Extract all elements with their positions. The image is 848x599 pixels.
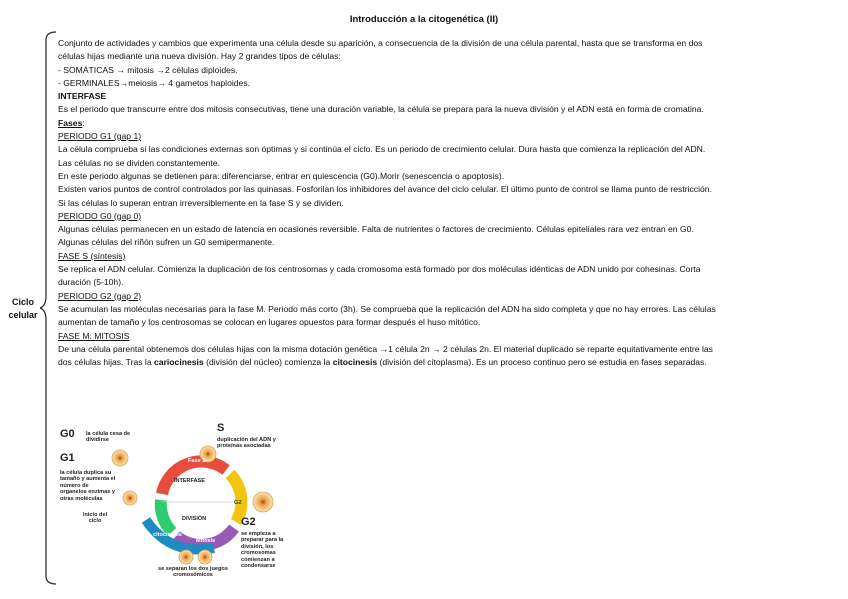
g2-title	[241, 516, 256, 528]
side-label	[6, 296, 40, 322]
fases-row	[58, 117, 842, 130]
fase-s-arrow-label: Fase S	[188, 458, 207, 464]
g0-heading: PERIODO G0 (gap 0)	[58, 210, 142, 221]
g1-line-1: La célula comprueba si las condiciones externas son óptimas y si continúa el ciclo. Es un periodo de crecimiento celular. Dura hasta que comienza la replicación del ADN.	[58, 144, 706, 155]
g2-heading: PERIODO G2 (gap 2)	[58, 290, 142, 301]
g1-arrow-label: G1	[157, 494, 165, 500]
s-label: S	[217, 422, 225, 434]
g0-text: la célula cesa de dividirse	[86, 431, 131, 444]
main-content	[58, 37, 842, 369]
g2-line-2: aumentan de tamaño y los centrosomas se colocan en lugares opuestos para formar después el huso mitótico.	[58, 317, 481, 328]
bottom-text: se separan los dos juegos cromosómicos	[158, 566, 228, 579]
citocinesis-term: citocinesis	[332, 357, 378, 368]
m-line-2	[58, 356, 842, 369]
g1-line-4: Existen varios puntos de control controlados por las quinasas. Fosforilan los inhibidores del avance del ciclo celular. El último punto de control se llama punto de restricción.	[58, 184, 712, 195]
m-heading: FASE M: MITOSIS	[58, 330, 130, 341]
s-text: duplicación del ADN y proteínas asociadas	[217, 437, 276, 450]
side-label-line-2: celular	[8, 310, 38, 320]
interfase-text: Es el periodo que transcurre entre dos mitosis consecutivas, tiene una duración variable, la célula se prepara para la nueva división y el ADN está en forma de cromatina.	[58, 104, 704, 115]
m-line-2-e: (división del citoplasma). Es un proceso continuo pero se estudia en fases separadas.	[377, 357, 707, 368]
g1-label: G1	[60, 452, 75, 464]
g2-label: G2	[241, 516, 256, 528]
curly-brace	[40, 30, 58, 590]
s-line-2: duración (5-10h).	[58, 277, 124, 288]
mitosis-arrow-label: Mitosis	[196, 538, 216, 544]
side-label-line-1: Ciclo	[11, 297, 34, 307]
s-title	[217, 422, 225, 434]
interfase-label: INTERFASE	[174, 478, 205, 484]
g0-label: G0	[60, 428, 75, 440]
fases-label: Fases	[58, 117, 83, 128]
intro-line-2: células hijas mediante una nueva división. Hay 2 grandes tipos de células:	[58, 51, 341, 62]
g2-line-1: Se acumulan las moléculas necesarias para la fase M. Periodo más corto (3h). Se comprueba que la replicación del ADN ha sido completa y que no hay errores. Las células	[58, 303, 716, 314]
g2-arrow-label: G2	[234, 500, 242, 506]
interfase-heading: INTERFASE	[58, 91, 107, 102]
m-line-2-c: (división del núcleo) comienza la	[203, 357, 333, 368]
g1-title	[60, 452, 75, 464]
g1-heading: PERIODO G1 (gap 1)	[58, 131, 142, 142]
intro-line-1: Conjunto de actividades y cambios que experimenta una célula desde su aparición, a consecuencia de la división de una célula parental, hasta que se transforma en dos	[58, 38, 703, 48]
g1-line-3: En este periodo algunas se detienen para: diferenciarse, entrar en quiescencia (G0).Morir (senescencia o apoptosis).	[58, 170, 505, 181]
g0-line-1: Algunas células permanecen en un estado de latencia en ocasiones reversible. Falta de nutrientes o factores de crecimiento. Células epiteliales rara vez entran en G0.	[58, 224, 694, 235]
s-heading: FASE S (síntesis)	[58, 250, 126, 261]
page-title: Introducción a la citogenética (II)	[349, 14, 499, 25]
cell-cycle-diagram	[58, 424, 308, 584]
m-line-2-a: dos células hijas. Tras la	[58, 357, 155, 368]
m-line-1: De una célula parental obtenemos dos células hijas con la misma dotación genética →1 célula 2n → 2 células 2n. El material duplicado se reparte equitativamente entre las	[58, 343, 713, 354]
citocinesis-arrow-label: citocinesis	[153, 532, 182, 538]
intro-line-4: - GERMINALES→meiosis→ 4 gametos haploides.	[58, 77, 250, 88]
s-line-1: Se replica el ADN celular. Comienza la duplicación de los centrosomas y cada cromosoma está formado por dos moléculas idénticas de ADN unido por cohesinas. Corta	[58, 264, 701, 275]
inicio-text: inicio del ciclo	[82, 512, 108, 525]
intro-line-3: - SOMÁTICAS → mitosis →2 células diploides.	[58, 64, 238, 75]
g0-line-2: Algunas células del riñón sufren un G0 semipermanente.	[58, 237, 275, 248]
g1-line-2: Las células no se dividen constantemente.	[58, 157, 220, 168]
g2-text: se empieza a preparar para la división, los cromosomas comienzan a condensarse	[241, 531, 284, 570]
cariocinesis-term: cariocinesis	[154, 357, 204, 368]
g1-line-5: Si las células lo superan entran irreversiblemente en la fase S y se dividen.	[58, 197, 344, 208]
g0-title-row	[60, 428, 75, 440]
fases-colon: :	[82, 117, 85, 128]
division-label: DIVISIÓN	[182, 516, 207, 522]
g1-text: la célula duplica su tamaño y aumenta el número de organelos enzimas y otras moléculas	[60, 470, 116, 502]
